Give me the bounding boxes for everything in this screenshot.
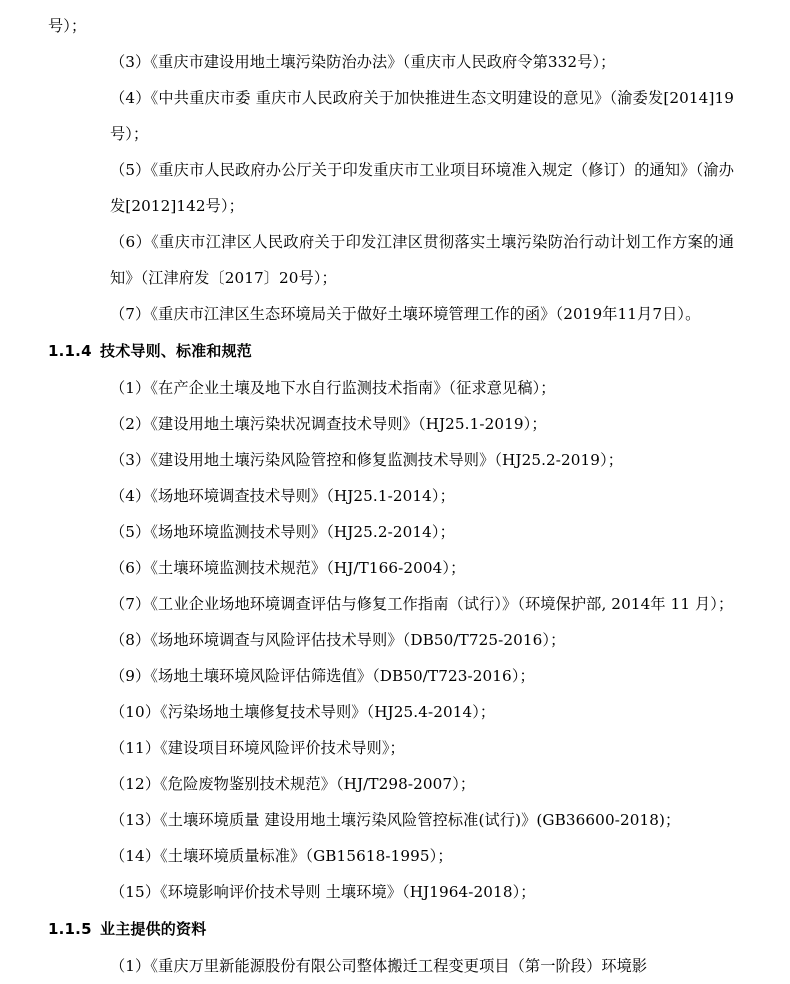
list-item: （3）《建设用地土壤污染风险管控和修复监测技术导则》（HJ25.2-2019）； (110, 451, 624, 469)
section-number: 1.1.4 (48, 342, 92, 360)
list-item: （12）《危险废物鉴别技术规范》（HJ/T298-2007）； (110, 775, 476, 793)
list-item: （5）《场地环境监测技术导则》（HJ25.2-2014）； (110, 523, 455, 541)
list-item: （7）《工业企业场地环境调查评估与修复工作指南（试行）》（环境保护部, 2014年 11 月）； (110, 595, 734, 613)
list-item: （14）《土壤环境质量标准》（GB15618-1995）； (110, 847, 453, 865)
list-item: （2）《建设用地土壤污染状况调查技术导则》（HJ25.1-2019）； (110, 415, 547, 433)
list-item: （11）《建设项目环境风险评价技术导则》； (110, 739, 405, 757)
list-item: （8）《场地环境调查与风险评估技术导则》（DB50/T725-2016）； (110, 631, 566, 649)
list-item: （10）《污染场地土壤修复技术导则》（HJ25.4-2014）； (110, 703, 496, 721)
list-item: （1）《在产企业土壤及地下水自行监测技术指南》（征求意见稿）； (110, 379, 556, 397)
list-item: （6）《重庆市江津区人民政府关于印发江津区贯彻落实土壤污染防治行动计划工作方案的通知》（江津府发〔2017〕20号）； (110, 233, 734, 287)
continuation-text: 号）； (48, 17, 87, 35)
section-heading-1-1-4 (48, 332, 734, 370)
list-item: （15）《环境影响评价技术导则 土壤环境》（HJ1964-2018）； (110, 883, 536, 901)
list-item: （9）《场地土壤环境风险评估筛选值》（DB50/T723-2016）； (110, 667, 535, 685)
section-number: 1.1.5 (48, 920, 92, 938)
list-item: （5）《重庆市人民政府办公厅关于印发重庆市工业项目环境准入规定（修订）的通知》（渝办发[2012]142号）； (110, 161, 734, 215)
list-item: （7）《重庆市江津区生态环境局关于做好土壤环境管理工作的函》（2019年11月7日）。 (110, 305, 701, 323)
list-item: （6）《土壤环境监测技术规范》（HJ/T166-2004）； (110, 559, 466, 577)
section-title: 业主提供的资料 (100, 920, 207, 938)
list-item: （3）《重庆市建设用地土壤污染防治办法》（重庆市人民政府令第332号）； (110, 53, 616, 71)
list-item: （13）《土壤环境质量 建设用地土壤污染风险管控标准(试行)》(GB36600-2018)； (110, 811, 681, 829)
list-item: （1）《重庆万里新能源股份有限公司整体搬迁工程变更项目（第一阶段）环境影 (110, 957, 648, 975)
list-item: （4）《中共重庆市委 重庆市人民政府关于加快推进生态文明建设的意见》（渝委发[2014]19号）； (110, 89, 734, 143)
section-title: 技术导则、标准和规范 (100, 342, 253, 360)
section-heading-1-1-5 (48, 910, 734, 948)
list-item: （4）《场地环境调查技术导则》（HJ25.1-2014）； (110, 487, 455, 505)
